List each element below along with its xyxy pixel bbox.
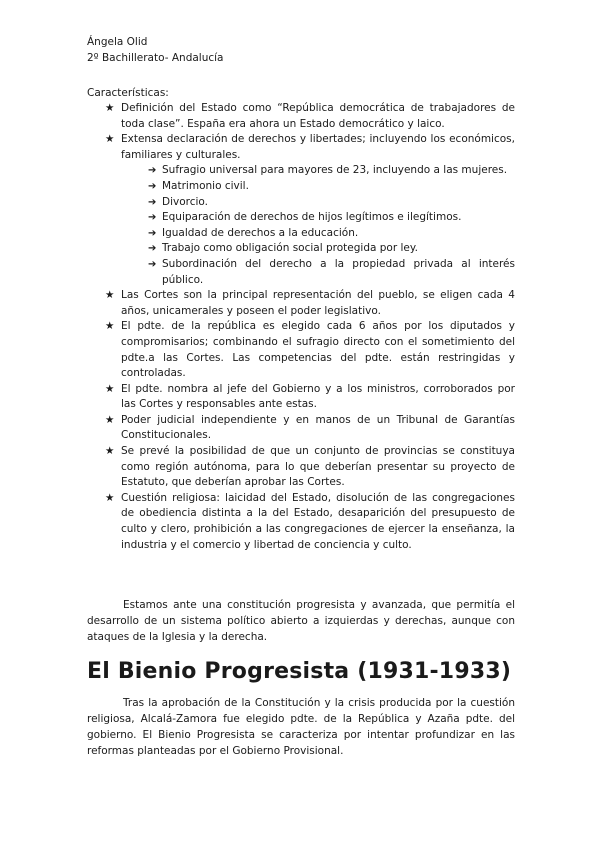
sublist-item <box>148 257 515 288</box>
list-item <box>105 132 515 288</box>
star-icon: ★ <box>105 320 115 333</box>
author-name: Ángela Olid <box>87 36 148 48</box>
arrow-right-icon: ➔ <box>148 212 157 224</box>
star-icon: ★ <box>105 491 115 504</box>
characteristics-label: Características: <box>87 87 169 99</box>
arrow-right-icon: ➔ <box>148 165 157 177</box>
star-icon: ★ <box>105 289 115 302</box>
list-item <box>105 413 515 444</box>
arrow-right-icon: ➔ <box>148 243 157 255</box>
sublist-item <box>148 226 515 242</box>
list-item-text: Extensa declaración de derechos y libertades; incluyendo los económicos, familiares y culturales. <box>121 133 515 161</box>
sublist-item-text: Equiparación de derechos de hijos legítimos e ilegítimos. <box>162 211 462 224</box>
list-item <box>105 101 515 132</box>
list-item-text: Cuestión religiosa: laicidad del Estado, disolución de las congregaciones de obediencia distinta a la del Estado, desaparición del presupuesto de culto y clero, prohibición a las congregaciones de ejercer la enseñanza, la industria y el comercio y libertad de conciencia y culto. <box>121 491 515 551</box>
star-icon: ★ <box>105 133 115 146</box>
arrow-right-icon: ➔ <box>148 196 157 208</box>
sublist-item-text: Igualdad de derechos a la educación. <box>162 226 359 239</box>
list-item-text: El pdte. de la república es elegido cada 6 años por los diputados y compromisarios; combinando el sufragio directo con el sometimiento del pdte.a las Cortes. Las competencias del pdte. están restringidas y controladas. <box>121 320 515 380</box>
star-icon: ★ <box>105 102 115 114</box>
list-item <box>105 491 515 553</box>
course-name: 2º Bachillerato- Andalucía <box>87 52 224 64</box>
sublist-item <box>148 210 515 226</box>
list-item <box>105 288 515 319</box>
sublist-item-text: Subordinación del derecho a la propiedad privada al interés público. <box>162 257 515 286</box>
list-item-text: Definición del Estado como “República democrática de trabajadores de toda clase”. España era ahora un Estado democrático y laico. <box>121 102 515 130</box>
list-item-text: Poder judicial independiente y en manos de un Tribunal de Garantías Constitucionales. <box>121 413 515 442</box>
rights-sublist <box>148 163 515 288</box>
star-icon: ★ <box>105 445 115 458</box>
list-item-text: Se prevé la posibilidad de que un conjunto de provincias se constituya como región autónoma, para lo que deberían presentar su proyecto de Estatuto, que deberían aprobar las Cortes. <box>121 445 515 489</box>
sublist-item-text: Trabajo como obligación social protegida por ley. <box>162 242 418 255</box>
sublist-item-text: Matrimonio civil. <box>162 179 249 192</box>
section-heading: El Bienio Progresista (1931-1933) <box>87 659 512 684</box>
star-icon: ★ <box>105 413 115 426</box>
star-icon: ★ <box>105 382 115 395</box>
list-item <box>105 444 515 491</box>
conclusion-paragraph: Estamos ante una constitución progresista y avanzada, que permitía el desarrollo de un sistema político abierto a izquierdas y derechas, aunque con ataques de la Iglesia y la derecha. <box>87 599 515 643</box>
sublist-item <box>148 241 515 257</box>
characteristics-list <box>105 101 515 553</box>
sublist-item <box>148 163 515 179</box>
sublist-item <box>148 195 515 211</box>
bienio-paragraph: Tras la aprobación de la Constitución y la crisis producida por la cuestión religiosa, Alcalá-Zamora fue elegido pdte. de la República y Azaña pdte. del gobierno. El Bienio Progresista se caracteriza por intentar profundizar en las reformas planteadas por el Gobierno Provisional. <box>87 697 515 757</box>
sublist-item-text: Sufragio universal para mayores de 23, incluyendo a las mujeres. <box>162 164 508 177</box>
arrow-right-icon: ➔ <box>148 180 157 192</box>
sublist-item-text: Divorcio. <box>162 195 208 208</box>
arrow-right-icon: ➔ <box>148 227 157 239</box>
arrow-right-icon: ➔ <box>148 258 157 270</box>
list-item-text: Las Cortes son la principal representación del pueblo, se eligen cada 4 años, unicamerales y poseen el poder legislativo. <box>121 289 515 317</box>
list-item <box>105 319 515 381</box>
sublist-item <box>148 179 515 195</box>
list-item-text: El pdte. nombra al jefe del Gobierno y a los ministros, corroborados por las Cortes y responsables ante estas. <box>121 382 515 411</box>
list-item <box>105 382 515 413</box>
